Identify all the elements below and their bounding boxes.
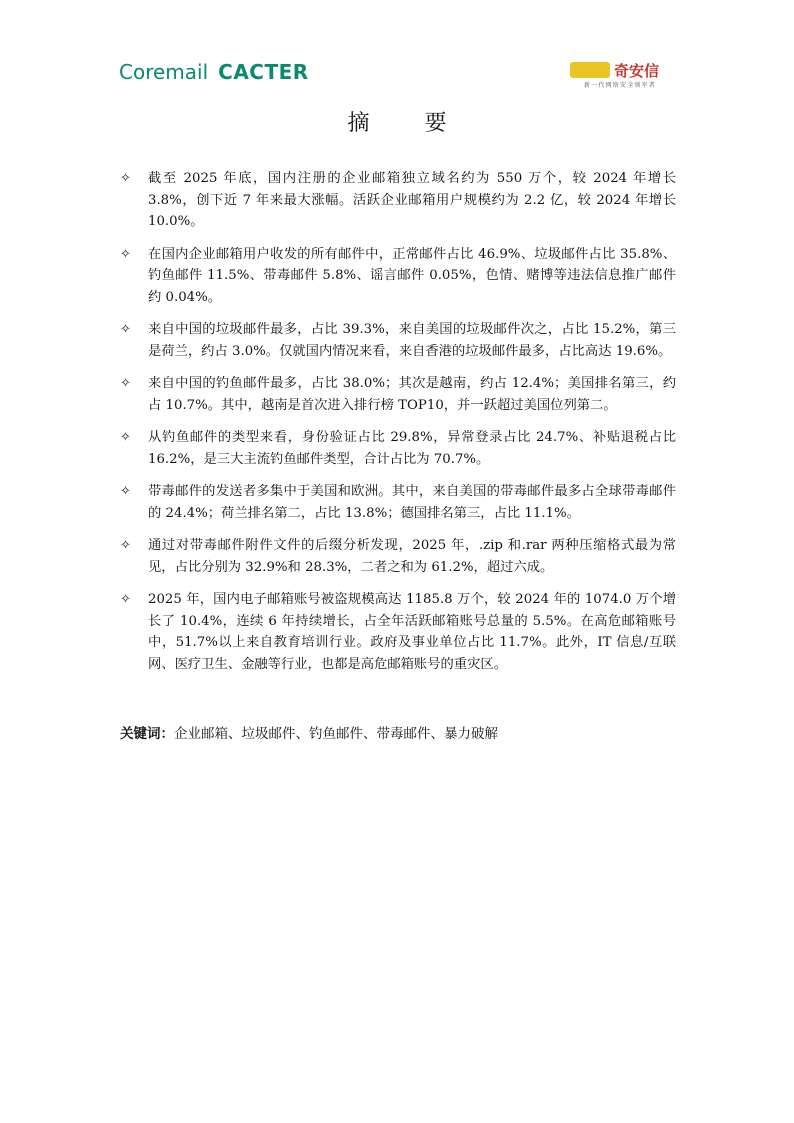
keywords-label: 关键词： <box>120 726 174 742</box>
list-item <box>120 535 676 578</box>
list-item <box>120 168 676 233</box>
coremail-cacter-logo <box>119 60 309 84</box>
diamond-star-bullet-icon: ✧ <box>120 592 131 607</box>
list-item-text: 截至 2025 年底，国内注册的企业邮箱独立域名约为 550 万个，较 2024 年增长 3.8%，创下近 7 年来最大涨幅。活跃企业邮箱用户规模约为 2.2 亿，较 2024 年增长 10.0%。 <box>148 171 676 229</box>
diamond-star-bullet-icon: ✧ <box>120 484 131 499</box>
diamond-star-bullet-icon: ✧ <box>120 171 131 186</box>
cacter-logo-text: CACTER <box>218 60 309 84</box>
list-item <box>120 427 676 470</box>
qianxin-brand-text: 奇安信 <box>614 62 660 80</box>
keywords-value: 企业邮箱、垃圾邮件、钓鱼邮件、带毒邮件、暴力破解 <box>174 726 498 742</box>
diamond-star-bullet-icon: ✧ <box>120 246 131 262</box>
list-item <box>120 244 676 309</box>
list-item-text: 来自中国的垃圾邮件最多，占比 39.3%，来自美国的垃圾邮件次之，占比 15.2%，第三是荷兰，约占 3.0%。仅就国内情况来看，来自香港的垃圾邮件最多，占比高达 19.6%。 <box>148 322 676 359</box>
diamond-star-bullet-icon: ✧ <box>120 430 131 445</box>
qianxin-logo <box>570 60 680 90</box>
summary-list <box>120 168 676 686</box>
list-item-text: 在国内企业邮箱用户收发的所有邮件中，正常邮件占比 46.9%、垃圾邮件占比 35.8%、钓鱼邮件 11.5%、带毒邮件 5.8%、谣言邮件 0.05%，色情、赌博等违法信息推广邮件约 0.04%。 <box>148 246 676 305</box>
qianxin-logo-mark-icon <box>570 62 610 78</box>
coremail-logo-text: Coremail <box>119 60 209 84</box>
page-header <box>0 0 794 95</box>
list-item-text: 2025 年，国内电子邮箱账号被盗规模高达 1185.8 万个，较 2024 年的 1074.0 万个增长了 10.4%，连续 6 年持续增长，占全年活跃邮箱账号总量的 5.5%。在高危邮箱账号中，51.7%以上来自教育培训行业。政府及事业单位占比 11.7%。此外，IT 信息/互联网、医疗卫生、金融等行业，也都是高危邮箱账号的重灾区。 <box>148 592 676 672</box>
list-item <box>120 589 676 675</box>
list-item-text: 来自中国的钓鱼邮件最多，占比 38.0%；其次是越南，约占 12.4%；美国排名第三，约占 10.7%。其中，越南是首次进入排行榜 TOP10，并一跃超过美国位列第二。 <box>148 376 676 413</box>
list-item-text: 通过对带毒邮件附件文件的后缀分析发现，2025 年，.zip 和.rar 两种压缩格式最为常见，占比分别为 32.9%和 28.3%，二者之和为 61.2%，超过六成。 <box>148 538 676 575</box>
list-item-text: 带毒邮件的发送者多集中于美国和欧洲。其中，来自美国的带毒邮件最多占全球带毒邮件的 24.4%；荷兰排名第二，占比 13.8%；德国排名第三，占比 11.1%。 <box>148 484 676 521</box>
diamond-star-bullet-icon: ✧ <box>120 322 131 337</box>
diamond-star-bullet-icon: ✧ <box>120 376 131 391</box>
diamond-star-bullet-icon: ✧ <box>120 538 131 553</box>
list-item <box>120 481 676 524</box>
page-title: 摘 要 <box>347 111 471 136</box>
qianxin-tagline: 新一代网络安全领军者 <box>584 82 657 89</box>
list-item <box>120 373 676 416</box>
list-item-text: 从钓鱼邮件的类型来看，身份验证占比 29.8%，异常登录占比 24.7%、补贴退税占比 16.2%，是三大主流钓鱼邮件类型，合计占比为 70.7%。 <box>148 430 676 467</box>
keywords-line <box>120 722 498 742</box>
list-item <box>120 319 676 362</box>
